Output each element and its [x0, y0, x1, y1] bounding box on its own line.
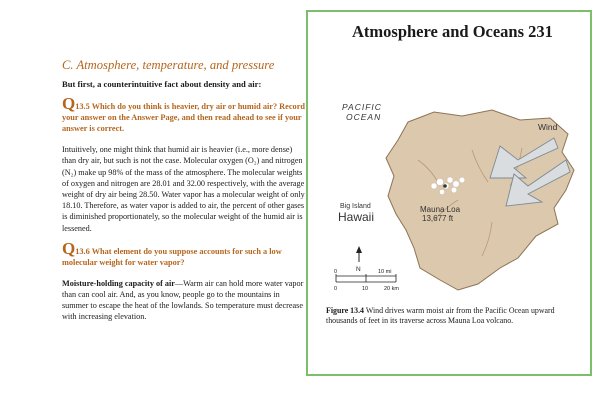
question-number: 13.6 — [75, 246, 90, 256]
paragraph-density: Intuitively, one might think that humid air is heavier (i.e., more dense) than dry air, but such is not the case. Molecular oxygen (O₂) and nitrogen (N₂) make up 98% of the mass of the atmosphere. The molecular weights of oxygen and nitrogen are 28.01 and 32.00 respectively, with the average weight of dry air being 28.50. Water vapor has a molecular weight of only 18.10. Therefore, as water vapor is added to air, the percent of other gases is diminished proportionately, so the molecular weight of the humid air is lessened. — [62, 145, 305, 233]
left-column — [62, 58, 308, 332]
peak-name-label: Mauna Loa — [420, 205, 461, 214]
north-label: N — [356, 266, 361, 273]
question-13-6 — [62, 238, 308, 268]
question-text: Which do you think is heavier, dry air or humid air? Record your answer on the Answer Page, and then read ahead to see if your answer is correct. — [62, 102, 305, 134]
question-letter: Q — [62, 94, 76, 114]
question-letter: Q — [62, 238, 76, 258]
peak-elevation-label: 13,677 ft — [422, 214, 454, 223]
paragraph-lead: Moisture-holding capacity of air — [62, 278, 175, 288]
question-number: 13.5 — [75, 102, 90, 112]
question-13-5 — [62, 94, 308, 134]
wind-label: Wind — [538, 122, 558, 132]
page-header-title: Atmosphere and Oceans 231 — [352, 22, 553, 41]
figure-number: Figure 13.4 — [326, 306, 364, 315]
scale-label-mi: 0 — [334, 269, 338, 275]
scale-label-km: 0 — [334, 286, 338, 292]
question-text: What element do you suppose accounts for such a low molecular weight for water vapor? — [62, 246, 282, 267]
scale-label-mi: 10 mi — [378, 269, 392, 275]
scale-label-km: 20 km — [384, 286, 399, 292]
mauna-loa-map — [322, 90, 586, 298]
figure-caption — [326, 306, 582, 327]
island-small-label: Big Island — [340, 203, 371, 210]
peak-marker — [443, 184, 447, 188]
paragraph-body: —Warm air can hold more water vapor than can cool air. And, as you know, people go to the mountains in summer to escape the heat of the lowlands. So temperature must decrease with increasing elevation. — [62, 278, 304, 322]
section-title: C. Atmosphere, temperature, and pressure — [62, 58, 275, 72]
caption-text: Wind drives warm moist air from the Pacific Ocean upward thousands of feet in its traverse across Mauna Loa volcano. — [326, 306, 555, 326]
north-arrow-icon — [356, 246, 362, 262]
paragraph-moisture — [62, 278, 308, 323]
ocean-label: PACIFIC — [342, 102, 382, 112]
section-intro: But first, a counterintuitive fact about density and air: — [62, 79, 262, 89]
island-shape — [386, 110, 574, 290]
ocean-label: OCEAN — [346, 112, 382, 122]
scale-bar — [336, 274, 396, 282]
island-big-label: Hawaii — [338, 210, 375, 224]
scale-label-km: 10 — [362, 286, 369, 292]
